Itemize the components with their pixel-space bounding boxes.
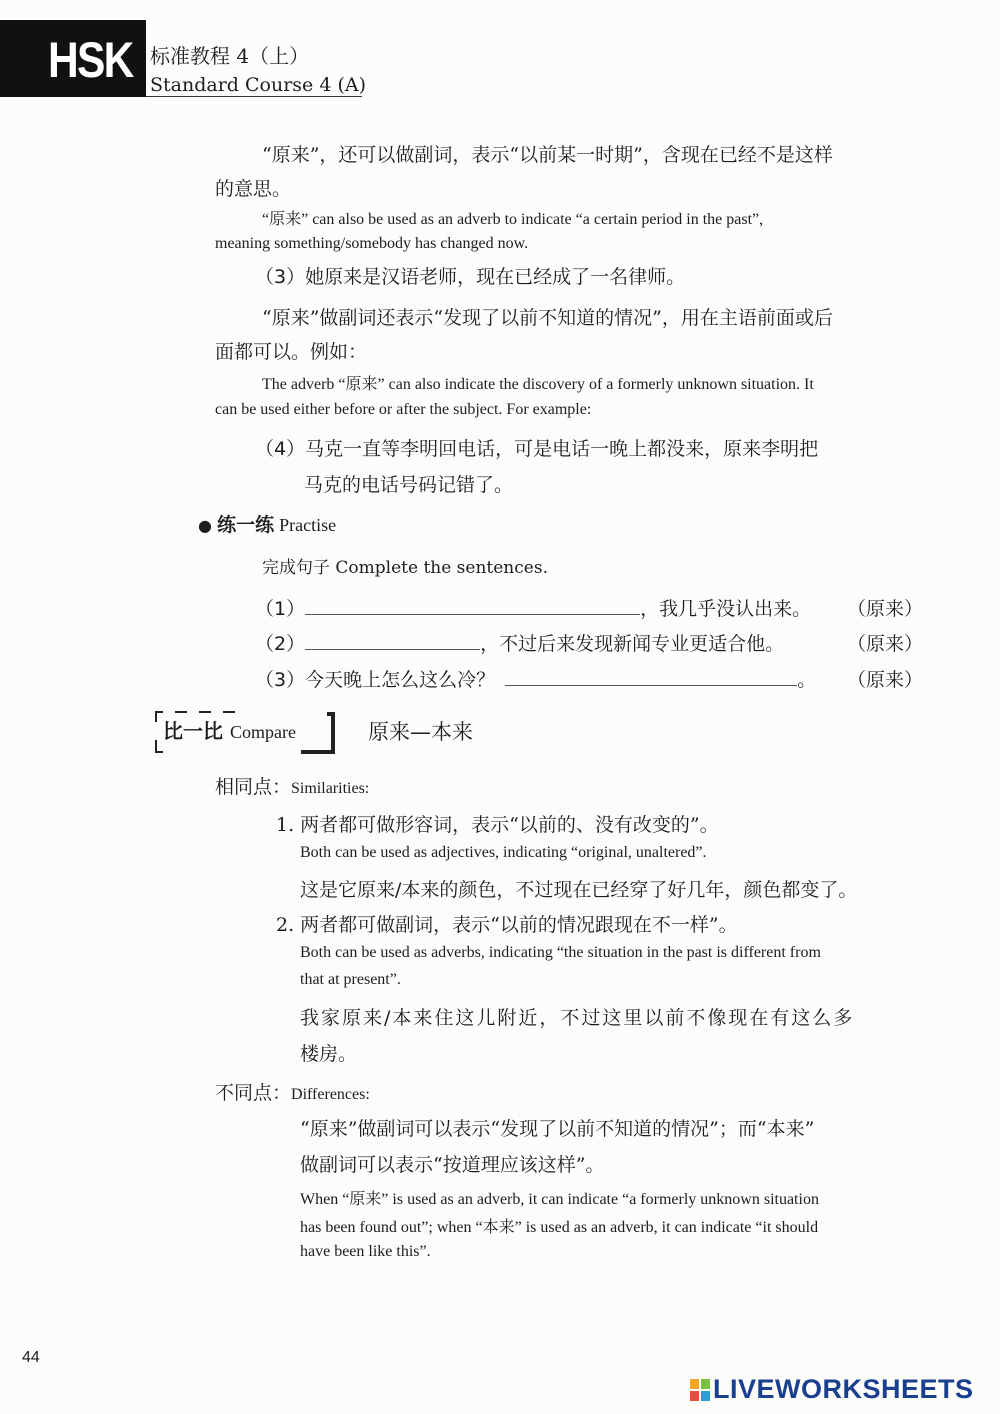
- compare-title: 原来—本来: [368, 720, 473, 744]
- item-text: 今天晚上怎么这么冷？: [305, 669, 496, 691]
- paragraph-2-en-line-2: can be used either before or after the subject. For example:: [215, 401, 592, 418]
- page-number: 44: [22, 1349, 40, 1366]
- similarity-2-cn: 2. 两者都可做副词，表示“以前的情况跟现在不一样”。: [276, 914, 738, 936]
- practise-item-1: [255, 594, 945, 621]
- compare-label-cn: 比一比: [163, 719, 223, 743]
- similarity-2-en-line-1: Both can be used as adverbs, indicating “the situation in the past is different from: [300, 944, 821, 961]
- example-4-line-1: （4）马克一直等李明回电话，可是电话一晚上都没来，原来李明把: [255, 438, 819, 460]
- difference-cn-line-2: 做副词可以表示“按道理应该这样”。: [300, 1154, 605, 1176]
- item-text: ，不过后来发现新闻专业更适合他。: [480, 633, 785, 655]
- item-number: （2）: [255, 633, 306, 655]
- similarity-2-en-line-2: that at present”.: [300, 971, 401, 988]
- liveworksheets-icon: [690, 1379, 710, 1401]
- difference-en-line-1: When “原来” is used as an adverb, it can indicate “a formerly unknown situation: [300, 1191, 819, 1208]
- difference-en-line-2: has been found out”; when “本来” is used as an adverb, it can indicate “it should: [300, 1219, 819, 1236]
- practise-item-2: [255, 629, 945, 656]
- answer-blank-2[interactable]: [305, 633, 480, 650]
- course-title-cn: 标准教程 4（上）: [150, 44, 310, 68]
- similarity-2-example-line-1: 我家原来/本来住这儿附近，不过这里以前不像现在有这么多: [300, 1007, 855, 1029]
- item-hint: （原来）: [846, 598, 923, 620]
- practise-instruction: 完成句子 Complete the sentences.: [262, 558, 548, 578]
- item-hint: （原来）: [846, 633, 923, 655]
- paragraph-1-en-line-1: “原来” can also be used as an adverb to indicate “a certain period in the past”,: [262, 211, 764, 228]
- practise-title-cn: 练一练: [217, 514, 275, 536]
- answer-blank-3[interactable]: [505, 669, 797, 686]
- course-title-en: Standard Course 4 (A): [150, 74, 366, 96]
- practise-item-3: [255, 665, 945, 692]
- header-underline: [146, 96, 362, 97]
- answer-blank-1[interactable]: [305, 598, 640, 615]
- similarities-heading: 相同点：Similarities:: [215, 776, 370, 798]
- bullet: ●: [198, 516, 212, 535]
- paragraph-1-cn-line-2: 的意思。: [215, 178, 292, 200]
- similarity-1-example: 这是它原来/本来的颜色，不过现在已经穿了好几年，颜色都变了。: [300, 879, 858, 901]
- practise-title-en: Practise: [279, 515, 337, 535]
- similarity-1-en: Both can be used as adjectives, indicating “original, unaltered”.: [300, 844, 707, 861]
- example-3: （3）她原来是汉语老师，现在已经成了一名律师。: [255, 266, 686, 288]
- compare-label: [163, 715, 296, 744]
- practise-heading: [198, 510, 336, 537]
- liveworksheets-watermark: [690, 1374, 974, 1405]
- item-text: 。: [797, 669, 817, 691]
- paragraph-1-en-line-2: meaning something/somebody has changed now.: [215, 235, 529, 252]
- paragraph-2-en-line-1: The adverb “原来” can also indicate the discovery of a formerly unknown situation. It: [262, 376, 814, 393]
- example-4-line-2: 马克的电话号码记错了。: [304, 474, 514, 496]
- similarity-1-cn: 1. 两者都可做形容词，表示“以前的、没有改变的”。: [276, 814, 719, 836]
- paragraph-2-cn-line-1: “原来”做副词还表示“发现了以前不知道的情况”，用在主语前面或后: [262, 307, 833, 329]
- compare-label-en: Compare: [229, 722, 296, 742]
- differences-heading: 不同点：Differences:: [215, 1082, 370, 1104]
- paragraph-1-cn-line-1: “原来”，还可以做副词，表示“以前某一时期”，含现在已经不是这样: [262, 144, 833, 166]
- item-text: ，我几乎没认出来。: [640, 598, 812, 620]
- paragraph-2-cn-line-2: 面都可以。例如：: [215, 341, 368, 363]
- item-hint: （原来）: [846, 669, 923, 691]
- difference-cn-line-1: “原来”做副词可以表示“发现了以前不知道的情况”；而“本来”: [300, 1118, 815, 1140]
- hsk-logo: HSK: [48, 32, 133, 88]
- difference-en-line-3: have been like this”.: [300, 1243, 431, 1260]
- similarity-2-example-line-2: 楼房。: [300, 1043, 358, 1065]
- item-number: （1）: [255, 598, 306, 620]
- liveworksheets-text: LIVEWORKSHEETS: [713, 1374, 974, 1404]
- item-number: （3）: [255, 669, 306, 691]
